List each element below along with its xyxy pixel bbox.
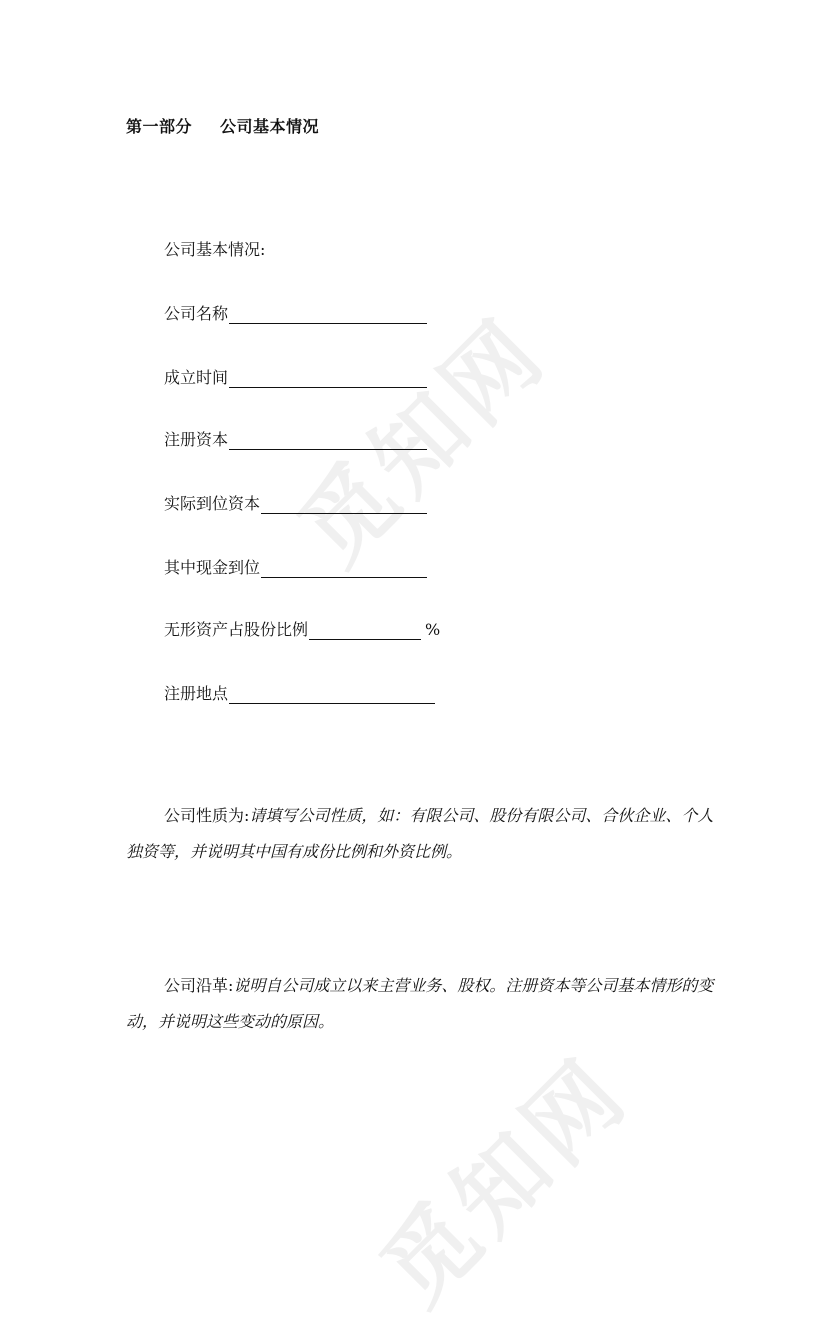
history-label: 公司沿革: <box>164 976 234 995</box>
nature-text: 请填写公司性质，如：有限公司、股份有限公司、合伙企业、个人独资等，并说明其中国有成份比例和外资比例。 <box>126 806 714 861</box>
intangible-ratio-blank[interactable] <box>309 621 421 640</box>
paid-in-capital-label: 实际到位资本 <box>164 494 261 513</box>
percent-sign: % <box>425 620 441 639</box>
cash-paid-in-blank[interactable] <box>261 559 427 578</box>
intangible-ratio-label: 无形资产占股份比例 <box>164 620 309 639</box>
section-label: 公司基本情况: <box>164 240 266 259</box>
established-blank[interactable] <box>229 369 427 388</box>
established-row <box>164 368 427 388</box>
paid-in-capital-blank[interactable] <box>261 495 427 514</box>
company-history-paragraph <box>126 968 716 1040</box>
history-text: 说明自公司成立以来主营业务、股权。注册资本等公司基本情形的变动，并说明这些变动的原因。 <box>126 976 714 1031</box>
established-label: 成立时间 <box>164 368 229 387</box>
intangible-ratio-row <box>164 620 440 640</box>
company-name-row <box>164 304 427 324</box>
company-nature-paragraph <box>126 798 716 870</box>
heading-part: 第一部分 <box>126 117 193 136</box>
nature-label: 公司性质为: <box>164 806 250 825</box>
registered-capital-label: 注册资本 <box>164 430 229 449</box>
watermark-bottom: 觅知网 <box>361 1037 650 1326</box>
section-heading <box>126 114 319 137</box>
company-name-blank[interactable] <box>229 305 427 324</box>
paid-in-capital-row <box>164 494 427 514</box>
registered-capital-row <box>164 430 427 450</box>
registered-address-row <box>164 684 435 704</box>
cash-paid-in-row <box>164 558 427 578</box>
heading-title: 公司基本情况 <box>220 117 320 136</box>
basic-info-label <box>164 240 265 260</box>
registered-capital-blank[interactable] <box>229 431 427 450</box>
registered-address-label: 注册地点 <box>164 684 229 703</box>
company-name-label: 公司名称 <box>164 304 229 323</box>
registered-address-blank[interactable] <box>229 685 435 704</box>
cash-paid-in-label: 其中现金到位 <box>164 558 261 577</box>
watermark: 觅知网 <box>279 297 568 586</box>
